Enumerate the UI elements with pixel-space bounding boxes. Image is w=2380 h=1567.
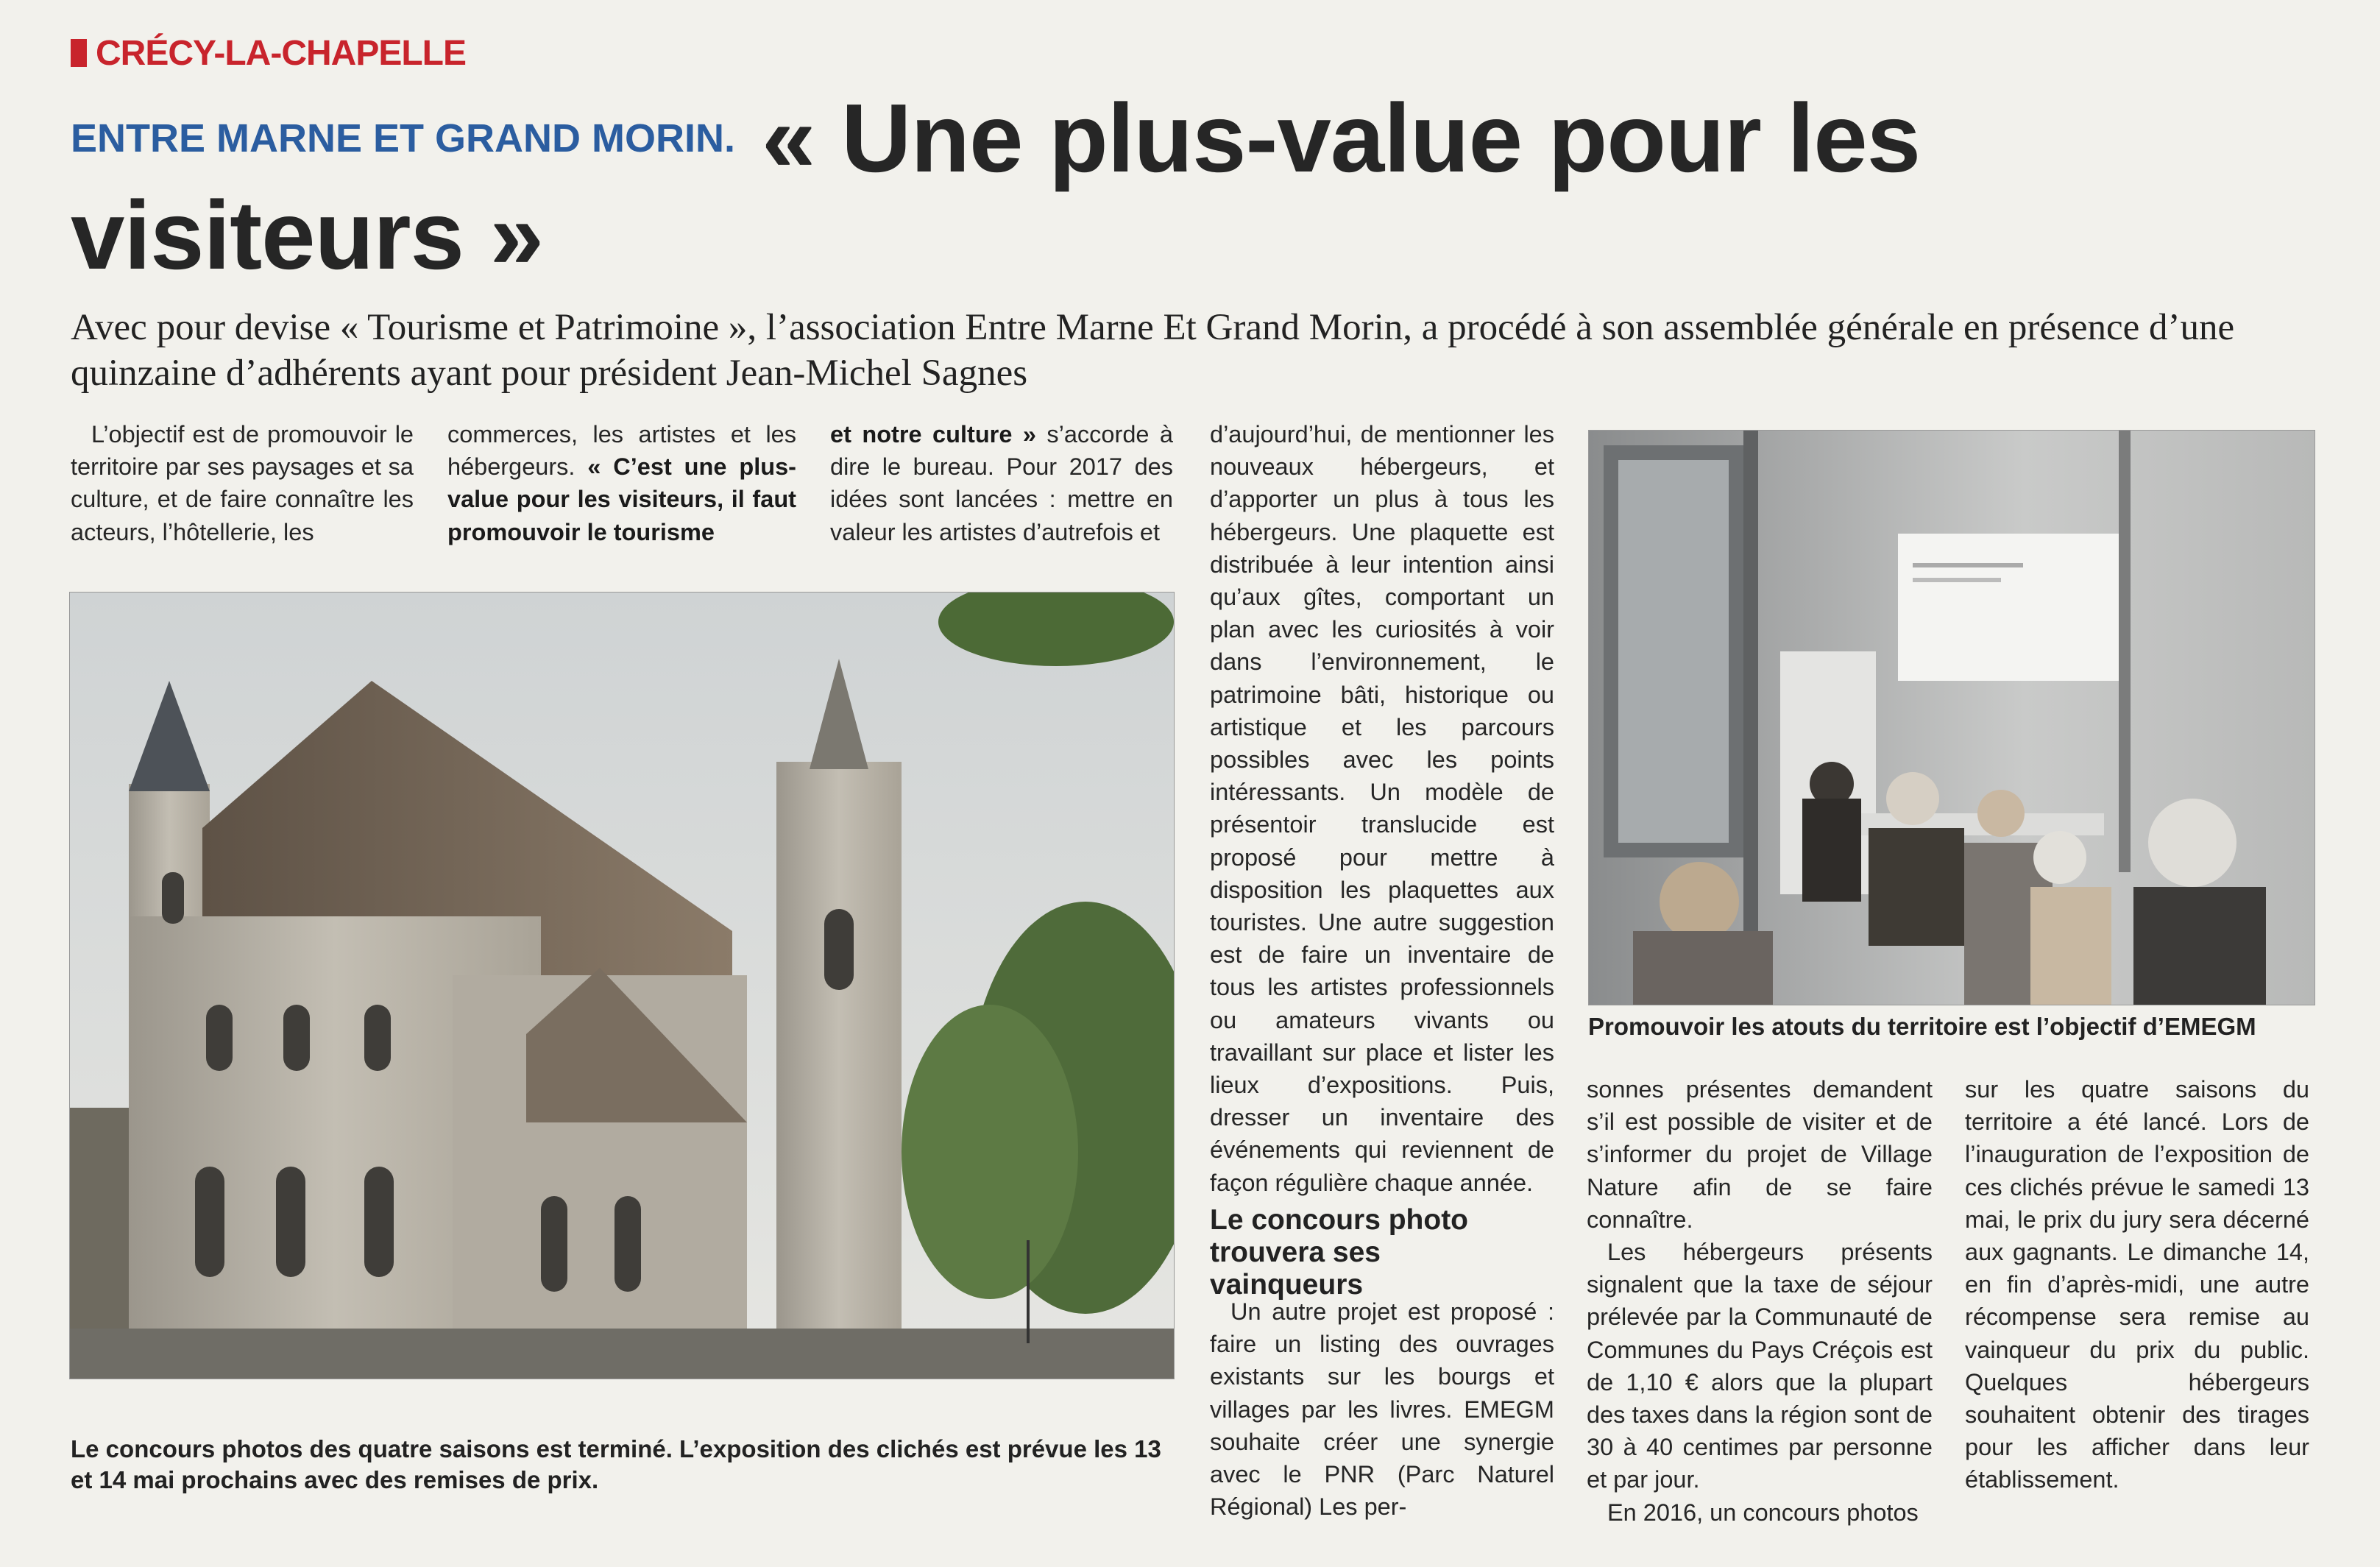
paragraph: d’aujourd’hui, de mentionner les nouveaux hébergeurs, et d’apporter un plus à tous les hébergeurs. Une plaquette est distribuée à leur intention ainsi qu’aux gîtes, comportant un plan avec les curiosités à voir dans l’environnement, le patrimoine bâti, historique ou artistique et les parcours possibles avec les points intéressants. Un modèle de présentoir translucide est proposé pour mettre à disposition les plaquettes aux touristes. Une autre suggestion est de faire un inventaire de tous les artistes professionnels ou amateurs vivants ou travaillant sur place et lister les lieux d’expositions. Puis, dresser un inventaire des événements qui reviennent de façon régulière chaque année. xyxy=(1210,421,1554,1196)
paragraph: Un autre projet est proposé : faire un listing des ouvrages existants sur les bourgs et villages par les livres. EMEGM souhaite créer une synergie avec le PNR (Parc Naturel Régional) Les per- xyxy=(1210,1298,1554,1521)
quote-bold: et notre culture » xyxy=(830,421,1036,448)
article-column-2 xyxy=(447,418,796,548)
article-lede: Avec pour devise « Tourisme et Patrimoine », l’association Entre Marne Et Grand Morin, a procédé à son assemblée générale en présence d’une quinzaine d’adhérents ayant pour président Jean-Michel Sagnes xyxy=(71,307,2235,394)
text-run: commerces, les artistes et les hébergeurs. xyxy=(447,421,796,481)
section-label xyxy=(71,32,466,74)
paragraph: sur les quatre saisons du territoire a été lancé. Lors de l’inauguration de l’exposition de ces clichés prévue le samedi 13 mai, le prix du jury sera décerné aux gagnants. Le dimanche 14, en fin d’après-midi, une autre récompense sera remise au vainqueur du prix du public. Quelques hébergeurs souhaitent obtenir des tirages pour les afficher dans leur établissement. xyxy=(1965,1076,2309,1493)
article-column-3 xyxy=(830,418,1173,548)
article-column-5 xyxy=(1587,1073,1933,1529)
meeting-illustration xyxy=(1589,431,2315,1005)
meeting-photo xyxy=(1588,430,2315,1005)
section-marker xyxy=(71,39,87,67)
quote-bold: « C’est une plus-value pour les visiteurs, il faut promouvoir le tourisme xyxy=(447,453,796,545)
text-run: s’accorde à dire le bureau. Pour 2017 des idées sont lancées : mettre en valeur les artistes d’autrefois et xyxy=(830,421,1174,545)
paragraph: Les hébergeurs présents signalent que la taxe de séjour prélevée par la Communauté de Communes du Pays Créçois est de 1,10 € alors que la plupart des taxes dans la région sont de 30 à 40 centimes par personne et par jour. xyxy=(1587,1239,1933,1493)
meeting-photo-caption: Promouvoir les atouts du territoire est l’objectif d’EMEGM xyxy=(1588,1013,2256,1040)
paragraph xyxy=(447,418,796,548)
article-column-4 xyxy=(1210,418,1554,1199)
church-photo xyxy=(69,592,1175,1379)
paragraph: sonnes présentes demandent s’il est possible de visiter et de s’informer du projet de Village Nature afin de se faire connaître. xyxy=(1587,1076,1933,1233)
headline xyxy=(71,84,2278,290)
article-column-1 xyxy=(71,418,414,548)
headline-title: « Une plus-value pour les visiteurs » xyxy=(71,84,1921,290)
church-illustration xyxy=(70,593,1174,1379)
church-photo-caption: Le concours photos des quatre saisons est terminé. L’exposition des clichés est prévue les 13 et 14 mai prochains avec des remises de prix. xyxy=(71,1435,1161,1493)
paragraph xyxy=(830,418,1173,548)
paragraph: En 2016, un concours photos xyxy=(1607,1499,1919,1526)
paragraph: L’objectif est de promouvoir le territoire par ses paysages et sa culture, et de faire connaître les acteurs, l’hôtellerie, les xyxy=(71,421,414,545)
article-column-6 xyxy=(1965,1073,2309,1496)
section-title: CRÉCY-LA-CHAPELLE xyxy=(96,33,467,73)
headline-kicker: ENTRE MARNE ET GRAND MORIN. xyxy=(71,116,735,160)
article-column-4-lower xyxy=(1210,1295,1554,1523)
subheading: Le concours photo trouvera ses vainqueurs xyxy=(1210,1204,1468,1301)
